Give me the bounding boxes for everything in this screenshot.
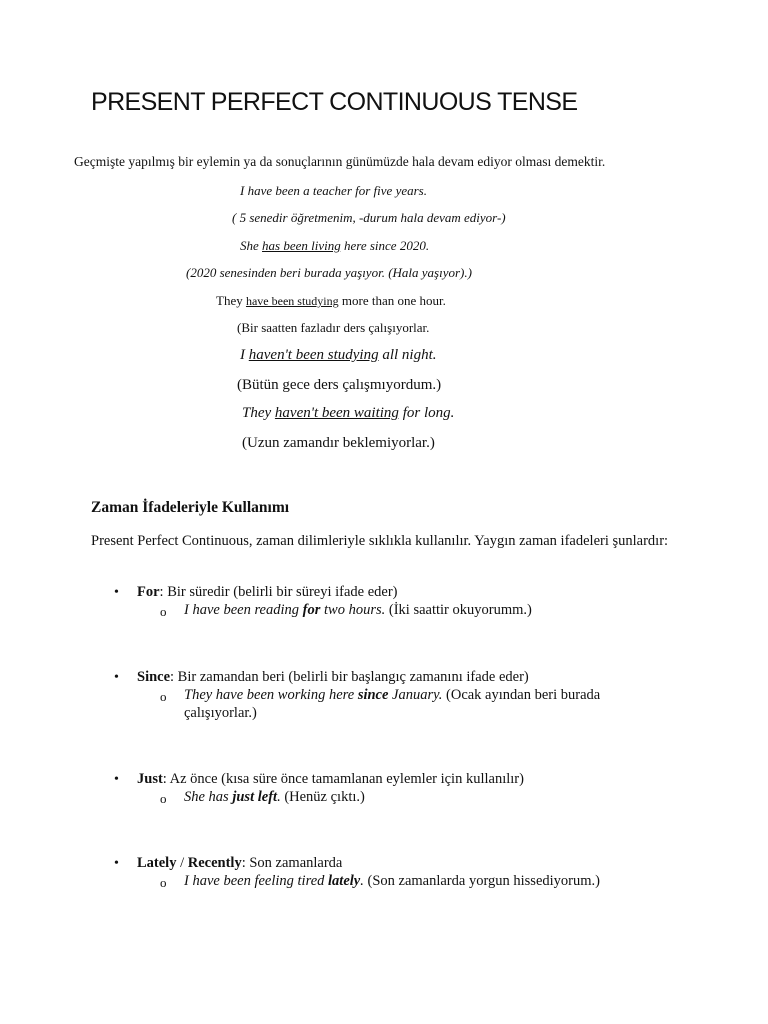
example-keyword: just left (232, 789, 278, 805)
sub-item-example (184, 602, 532, 619)
example-text: . (360, 873, 364, 889)
list-item-text (137, 771, 524, 788)
underlined-verb: have been studying (245, 294, 339, 308)
time-expression-term: Lately (137, 855, 177, 871)
list-item-text (137, 855, 342, 872)
section-heading: Zaman İfadeleriyle Kullanımı (91, 499, 290, 516)
bullet-icon: • (114, 670, 119, 685)
example-text: They (242, 405, 275, 421)
sub-bullet-icon: o (160, 604, 167, 619)
example-text: all night. (378, 347, 437, 363)
sub-item-example (184, 687, 600, 704)
example-text: I have been reading (184, 602, 303, 618)
bullet-icon: • (114, 856, 119, 871)
example-text: They (216, 293, 246, 308)
example-translation: (Ocak ayından beri burada (442, 687, 601, 703)
term-description: : Az önce (kısa süre önce tamamlanan eylemler için kullanılır) (162, 771, 524, 787)
time-expression-term: Just (137, 771, 163, 787)
example-text: They have been working here (184, 687, 358, 703)
example-text: more than one hour. (338, 293, 446, 308)
bullet-icon: • (114, 772, 119, 787)
example-text: I have been feeling tired (184, 873, 329, 889)
example-translation: (Henüz çıktı.) (280, 789, 365, 805)
example-text: here since 2020. (340, 238, 430, 253)
time-expression-term: Since (137, 669, 171, 685)
example-keyword: lately (328, 873, 361, 889)
intro-definition: Geçmişte yapılmış bir eylemin ya da sonuçlarının günümüzde hala devam ediyor olması demektir. (74, 154, 606, 169)
sub-item-example (184, 789, 365, 806)
example-sentence-4 (240, 347, 437, 364)
section-paragraph: Present Perfect Continuous, zaman dilimleriyle sıklıkla kullanılır. Yaygın zaman ifadeleri şunlardır: (91, 533, 669, 549)
underlined-verb: haven't been waiting (274, 405, 399, 421)
term-description: : Bir zamandan beri (belirli bir başlangıç zamanını ifade eder) (170, 669, 529, 685)
example-translation-1: ( 5 senedir öğretmenim, -durum hala devam ediyor-) (232, 210, 506, 225)
page-title: PRESENT PERFECT CONTINUOUS TENSE (91, 88, 578, 116)
example-translation-2: (2020 senesinden beri burada yaşıyor. (Hala yaşıyor).) (186, 265, 472, 280)
example-translation-4: (Bütün gece ders çalışmıyordum.) (237, 377, 442, 393)
example-translation: (Son zamanlarda yorgun hissediyorum.) (363, 873, 600, 889)
example-text: . (277, 789, 281, 805)
example-sentence-3 (216, 293, 446, 309)
sub-bullet-icon: o (160, 875, 167, 890)
example-text: She has (184, 789, 233, 805)
time-expression-term-2: Recently (187, 855, 242, 871)
example-keyword: for (302, 602, 321, 618)
underlined-verb: haven't been studying (248, 347, 379, 363)
time-expression-term: For (137, 584, 160, 600)
example-sentence-1: I have been a teacher for five years. (240, 183, 427, 198)
example-text: for long. (398, 405, 455, 421)
example-translation-continued: çalışıyorlar.) (184, 705, 257, 721)
term-separator: / (176, 855, 188, 871)
sub-bullet-icon: o (160, 689, 167, 704)
underlined-verb: has been living (262, 238, 341, 253)
example-text: two hours. (320, 602, 386, 618)
example-keyword: since (357, 687, 389, 703)
example-sentence-5 (242, 405, 454, 422)
term-description: : Bir süredir (belirli bir süreyi ifade eder) (159, 584, 398, 600)
list-item-text (137, 584, 398, 601)
example-translation-5: (Uzun zamandır beklemiyorlar.) (242, 435, 435, 451)
sub-bullet-icon: o (160, 791, 167, 806)
example-text: I (240, 347, 249, 363)
bullet-icon: • (114, 585, 119, 600)
example-text: She (240, 238, 263, 253)
term-description: : Son zamanlarda (241, 855, 343, 871)
list-item-text (137, 669, 529, 686)
example-translation-3: (Bir saatten fazladır ders çalışıyorlar. (237, 320, 430, 335)
example-text: January. (388, 687, 443, 703)
sub-item-example (184, 873, 600, 890)
example-sentence-2 (240, 238, 429, 254)
example-translation: (İki saattir okuyorumm.) (385, 602, 532, 618)
